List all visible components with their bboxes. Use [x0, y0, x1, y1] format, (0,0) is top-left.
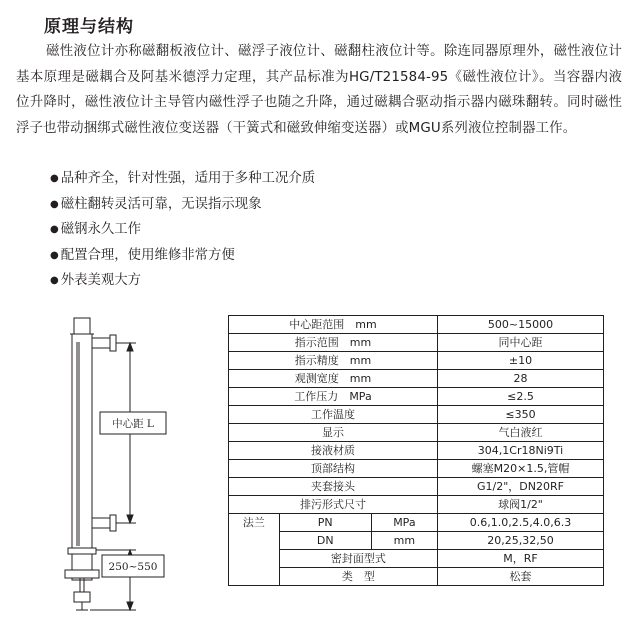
section-title: 原理与结构 [44, 17, 134, 37]
table-row [229, 460, 604, 478]
feature-list [50, 166, 315, 294]
spec-label: 指示精度 mm [229, 352, 438, 370]
spec-label: 顶部结构 [229, 460, 438, 478]
spec-label: 工作压力 MPa [229, 388, 438, 406]
spec-value: 500~15000 [438, 316, 604, 334]
center-distance-label: 中心距 L [112, 418, 154, 430]
table-row [229, 352, 604, 370]
spec-label: 工作温度 [229, 406, 438, 424]
table-row [229, 406, 604, 424]
spec-value: ≤350 [438, 406, 604, 424]
spec-value: M，RF [438, 550, 604, 568]
spec-unit: MPa [371, 514, 437, 532]
feature-item: ● 磁钢永久工作 [50, 217, 315, 243]
spec-label: 显示 [229, 424, 438, 442]
upper-flange [110, 335, 116, 351]
table-row [229, 532, 604, 550]
table-row [229, 514, 604, 532]
feature-item: ● 配置合理，使用维修非常方便 [50, 243, 315, 269]
bottom-flange [65, 570, 99, 578]
main-tube [72, 334, 92, 580]
spec-value: 0.6,1.0,2.5,4.0,6.3 [438, 514, 604, 532]
drain-valve [74, 592, 90, 602]
table-row [229, 478, 604, 496]
table-row [229, 550, 604, 568]
spec-value: 球阀1/2" [438, 496, 604, 514]
table-row [229, 370, 604, 388]
spec-sublabel: 类 型 [279, 568, 437, 586]
spec-label: 夹套接头 [229, 478, 438, 496]
table-row [229, 442, 604, 460]
spec-sublabel: 密封面型式 [279, 550, 437, 568]
flange-group-label: 法兰 [229, 514, 280, 586]
table-row [229, 568, 604, 586]
table-row [229, 424, 604, 442]
lower-flange [110, 515, 116, 531]
spec-sublabel: PN [279, 514, 371, 532]
spec-value: G1/2"，DN20RF [438, 478, 604, 496]
spec-label: 接液材质 [229, 442, 438, 460]
spec-value: 气白液红 [438, 424, 604, 442]
spec-label: 排污形式尺寸 [229, 496, 438, 514]
level-gauge-diagram [50, 308, 225, 618]
spec-value: 同中心距 [438, 334, 604, 352]
spec-table [228, 315, 604, 586]
top-cap [74, 318, 90, 334]
spec-value: 304,1Cr18Ni9Ti [438, 442, 604, 460]
feature-item: ● 品种齐全，针对性强，适用于多种工况介质 [50, 166, 315, 192]
spec-unit: mm [371, 532, 437, 550]
table-row [229, 388, 604, 406]
spec-label: 指示范围 mm [229, 334, 438, 352]
feature-item: ● 磁柱翻转灵活可靠，无误指示现象 [50, 192, 315, 218]
table-row [229, 334, 604, 352]
spec-label: 中心距范围 mm [229, 316, 438, 334]
spec-sublabel: DN [279, 532, 371, 550]
table-row [229, 496, 604, 514]
spec-value: 28 [438, 370, 604, 388]
spec-value: 20,25,32,50 [438, 532, 604, 550]
table-row [229, 316, 604, 334]
bottom-distance-label: 250~550 [108, 561, 158, 573]
spec-value: 松套 [438, 568, 604, 586]
spec-value: ≤2.5 [438, 388, 604, 406]
intro-paragraph: 磁性液位计亦称磁翻板液位计、磁浮子液位计、磁翻柱液位计等。除连同器原理外，磁性液位计基本原理是磁耦合及阿基米德浮力定理，其产品标准为HG/T21584-95《磁性液位计》。当容器内液位升降时，磁性液位计主导管内磁性浮子也随之升降，通过磁耦合驱动指示器内磁珠翻转。同时磁性浮子也带动捆绑式磁性液位变送器（干簧式和磁致伸缩变送器）或MGU系列液位控制器工作。 [16, 44, 622, 136]
spec-label: 观测宽度 mm [229, 370, 438, 388]
spec-value: ±10 [438, 352, 604, 370]
spec-value: 螺塞M20×1.5,管帽 [438, 460, 604, 478]
feature-item: ● 外表美观大方 [50, 268, 315, 294]
